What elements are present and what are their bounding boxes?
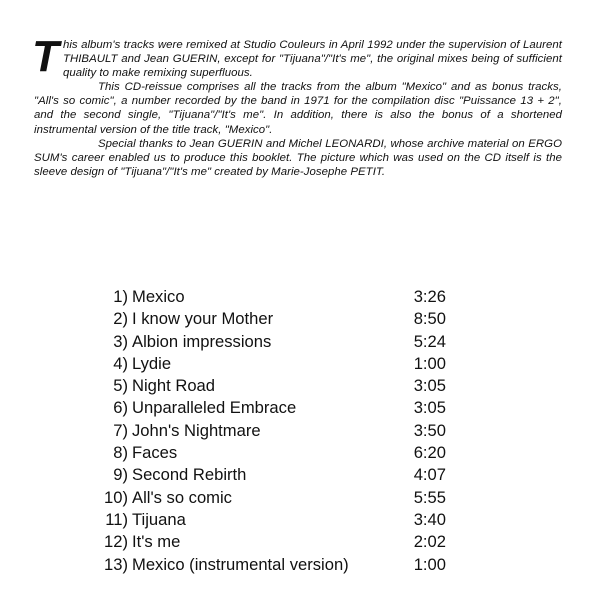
track-number: 5) — [113, 376, 128, 396]
track-title: Albion impressions — [132, 331, 272, 351]
track-number: 12) — [104, 532, 128, 552]
track-title: Second Rebirth — [132, 465, 247, 485]
track-title: Mexico (instrumental version) — [132, 554, 349, 574]
track-row — [86, 353, 446, 375]
track-number: 11) — [105, 509, 128, 529]
notes-paragraph-2: This CD-reissue comprises all the tracks from the album "Mexico" and as bonus tracks, "All's so comic", a number recorded by the band in 1971 for the compilation disc "Puissance 13 + 2", and the second single, "Tijuana"/"It's me". In addition, there is also the bonus of a shortened instrumental version of the title track, "Mexico". — [34, 81, 562, 136]
track-number: 4) — [113, 353, 128, 373]
track-duration: 3:40 — [413, 509, 446, 529]
track-number: 2) — [113, 309, 128, 329]
track-duration: 3:26 — [413, 287, 446, 306]
track-row — [86, 487, 446, 509]
track-duration: 3:50 — [413, 420, 446, 440]
track-row — [86, 442, 446, 464]
track-duration: 5:55 — [413, 487, 446, 507]
track-row — [86, 375, 446, 397]
track-row — [86, 464, 446, 486]
track-number: 6) — [113, 398, 128, 418]
track-duration: 3:05 — [413, 398, 446, 418]
track-title: All's so comic — [132, 487, 232, 507]
drop-cap: T — [32, 32, 59, 81]
track-duration: 6:20 — [413, 443, 446, 463]
track-title: Mexico — [132, 287, 185, 306]
track-title: Faces — [132, 443, 178, 463]
notes-paragraph-3: Special thanks to Jean GUERIN and Michel LEONARDI, whose archive material on ERGO SUM's career enabled us to produce this booklet. The picture which was used on the CD itself is the sleeve design of "Tijuana"/"It's me" created by Marie-Josephe PETIT. — [34, 137, 562, 178]
track-row — [86, 531, 446, 553]
track-duration: 8:50 — [413, 309, 446, 329]
track-row — [86, 397, 446, 419]
track-duration: 1:00 — [413, 353, 446, 373]
track-number: 13) — [104, 554, 128, 574]
track-duration: 1:00 — [413, 554, 446, 574]
track-row — [86, 286, 446, 308]
track-title: Lydie — [132, 353, 172, 373]
track-title: Tijuana — [132, 509, 186, 529]
track-row — [86, 308, 446, 330]
track-number: 10) — [104, 487, 128, 507]
track-row — [86, 331, 446, 353]
track-row — [86, 509, 446, 531]
notes-paragraph-1 — [32, 32, 562, 81]
track-duration: 3:05 — [413, 376, 446, 396]
track-title: It's me — [132, 532, 181, 552]
track-row — [86, 554, 446, 576]
track-list — [86, 286, 446, 576]
track-title: John's Nightmare — [132, 420, 261, 440]
track-duration: 5:24 — [413, 331, 446, 351]
track-number: 1) — [113, 287, 128, 306]
track-title: Unparalleled Embrace — [132, 398, 297, 418]
track-duration: 2:02 — [413, 532, 446, 552]
track-title: I know your Mother — [132, 309, 274, 329]
notes-paragraph-1-text: his album's tracks were remixed at Studio Couleurs in April 1992 under the supervision of Laurent THIBAULT and Jean GUERIN, except for "Tijuana"/"It's me", the original mixes being of sufficient quality to make remixing superfluous. — [62, 39, 562, 80]
track-number: 9) — [113, 465, 128, 485]
track-row — [86, 420, 446, 442]
track-title: Night Road — [132, 376, 216, 396]
track-number: 7) — [113, 420, 128, 440]
track-duration: 4:07 — [413, 465, 446, 485]
liner-notes — [32, 32, 562, 179]
track-number: 8) — [113, 443, 128, 463]
track-number: 3) — [113, 331, 128, 351]
